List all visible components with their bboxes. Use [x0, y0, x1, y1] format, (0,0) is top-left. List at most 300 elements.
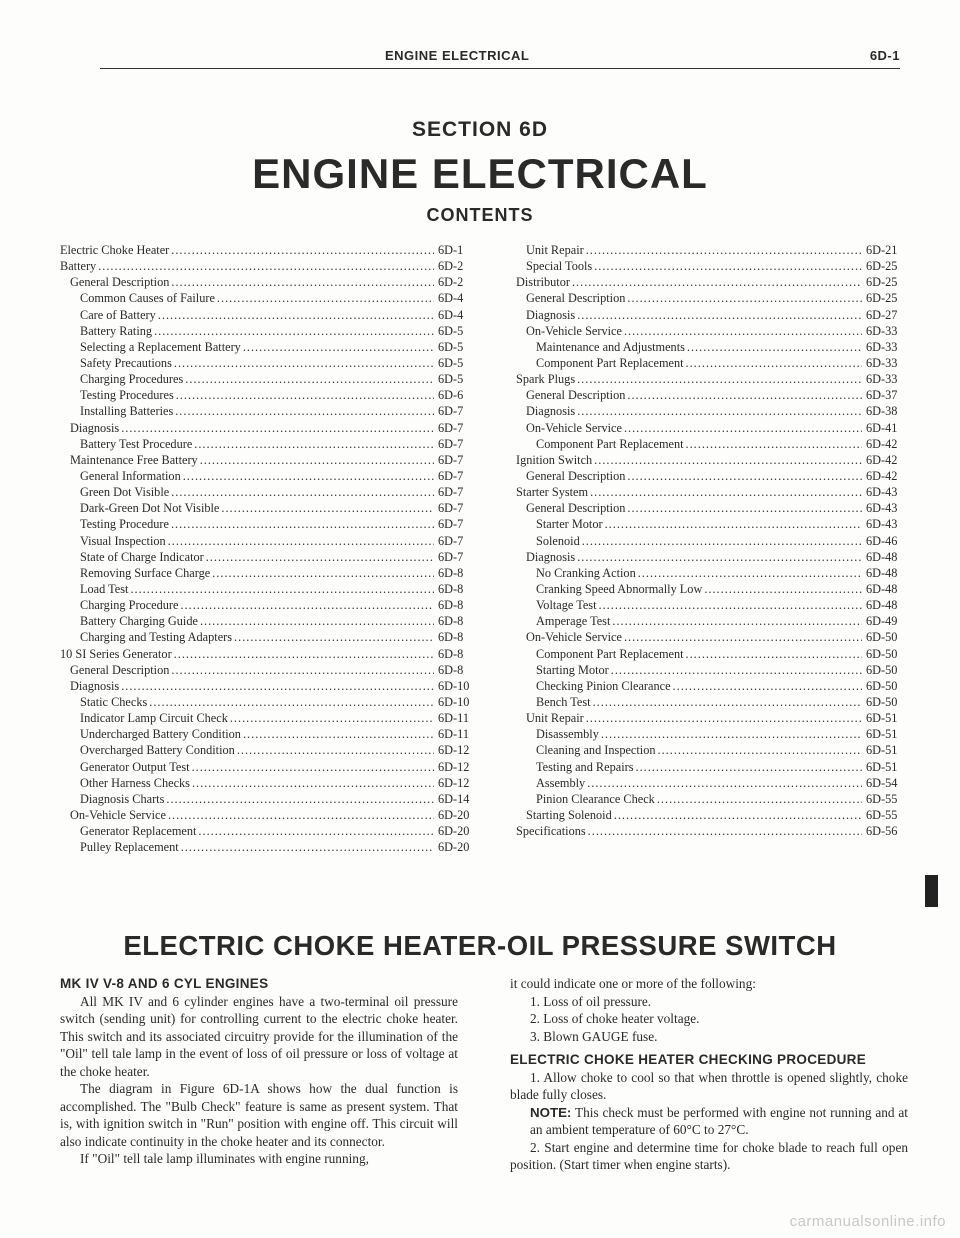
toc-entry-label: Distributor — [516, 275, 570, 290]
main-heading: ELECTRIC CHOKE HEATER-OIL PRESSURE SWITCH — [123, 930, 837, 961]
toc-entry-label: Starting Motor — [536, 662, 609, 677]
toc-entry — [516, 307, 906, 323]
toc-entry-label: Dark-Green Dot Not Visible — [80, 501, 220, 516]
toc-leader-dots — [194, 436, 434, 452]
paragraph: The diagram in Figure 6D-1A shows how the dual function is accomplished. The "Bulb Check" feature is same as present system. That is, with ignition switch in "Run" position with engine off. This circuit will also indicate continuity in the choke heater and its connector. — [60, 1081, 458, 1149]
toc-leader-dots — [686, 436, 862, 452]
toc-entry-label: Battery — [60, 259, 97, 274]
toc-entry-label: Unit Repair — [526, 243, 584, 257]
toc-entry-page: 6D-10 — [438, 694, 470, 709]
toc-leader-dots — [171, 484, 434, 500]
toc-entry — [60, 742, 478, 758]
toc-entry-page: 6D-37 — [866, 388, 898, 403]
toc-leader-dots — [180, 597, 434, 613]
toc-entry-page: 6D-51 — [866, 743, 898, 758]
toc-entry — [516, 710, 906, 726]
toc-entry-label: Diagnosis — [70, 678, 120, 693]
toc-entry-page: 6D-33 — [866, 339, 898, 354]
toc-entry-label: Component Part Replacement — [536, 355, 684, 370]
toc-entry-page: 6D-14 — [438, 791, 470, 806]
toc-entry-page: 6D-12 — [438, 759, 470, 774]
toc-entry-label: Testing and Repairs — [536, 759, 634, 774]
toc-entry-label: Pinion Clearance Check — [536, 791, 655, 806]
toc-entry-page: 6D-7 — [438, 404, 464, 419]
toc-entry-page: 6D-11 — [438, 711, 469, 726]
toc-leader-dots — [200, 613, 434, 629]
toc-leader-dots — [221, 500, 434, 516]
toc-entry-label: Charging Procedure — [80, 598, 179, 613]
toc-entry-page: 6D-49 — [866, 614, 898, 629]
toc-entry-label: Generator Replacement — [80, 824, 197, 839]
toc-entry-label: Diagnosis — [70, 420, 120, 435]
toc-leader-dots — [174, 646, 434, 662]
toc-entry-page: 6D-25 — [866, 259, 898, 274]
section-thumb-tab — [925, 875, 938, 907]
toc-entry-page: 6D-8 — [438, 630, 464, 645]
toc-entry-label: Special Tools — [526, 259, 593, 274]
toc-left-column — [60, 242, 478, 855]
toc-entry-page: 6D-50 — [866, 646, 898, 661]
toc-entry-label: Unit Repair — [526, 711, 584, 726]
toc-entry — [516, 759, 906, 775]
toc-entry-page: 6D-20 — [438, 807, 470, 822]
toc-leader-dots — [605, 516, 862, 532]
toc-entry-label: Indicator Lamp Circuit Check — [80, 711, 228, 726]
toc-leader-dots — [624, 629, 862, 645]
toc-entry — [516, 775, 906, 791]
toc-entry-page: 6D-8 — [438, 565, 464, 580]
toc-entry-label: Charging and Testing Adapters — [80, 630, 233, 645]
toc-leader-dots — [98, 258, 434, 274]
toc-leader-dots — [636, 759, 863, 775]
toc-entry — [60, 242, 478, 258]
toc-entry-page: 6D-4 — [438, 307, 464, 322]
toc-leader-dots — [687, 339, 862, 355]
toc-entry — [516, 533, 906, 549]
toc-entry-label: Starter Motor — [536, 517, 603, 532]
toc-entry-page: 6D-1 — [438, 243, 464, 257]
toc-entry — [60, 597, 478, 613]
toc-entry — [60, 468, 478, 484]
toc-entry-label: On-Vehicle Service — [70, 807, 166, 822]
toc-entry-label: Assembly — [536, 775, 586, 790]
toc-entry-label: General Description — [526, 501, 626, 516]
toc-entry-label: Battery Test Procedure — [80, 436, 193, 451]
toc-entry-page: 6D-8 — [438, 598, 464, 613]
toc-entry-page: 6D-48 — [866, 565, 898, 580]
toc-entry — [60, 662, 478, 678]
toc-entry — [516, 807, 906, 823]
toc-entry — [516, 420, 906, 436]
toc-entry-label: Amperage Test — [536, 614, 611, 629]
toc-leader-dots — [217, 290, 434, 306]
toc-entry-page: 6D-25 — [866, 275, 898, 290]
toc-entry-page: 6D-5 — [438, 339, 464, 354]
section-title: ENGINE ELECTRICAL — [252, 150, 708, 197]
toc-entry — [60, 726, 478, 742]
toc-leader-dots — [657, 791, 862, 807]
toc-leader-dots — [624, 420, 862, 436]
toc-entry — [60, 274, 478, 290]
toc-entry — [516, 403, 906, 419]
toc-leader-dots — [577, 403, 862, 419]
toc-entry — [60, 565, 478, 581]
paragraph: All MK IV and 6 cylinder engines have a two-terminal oil pressure switch (sending unit) for controlling current to the electric choke heater. This switch and its associated circuitry provide for the illumination of the "Oil" tell tale lamp in the event of loss of oil pressure or loss of voltage at the choke heater. — [60, 993, 458, 1079]
toc-leader-dots — [611, 662, 862, 678]
toc-entry-page: 6D-56 — [866, 824, 898, 839]
toc-entry-label: Other Harness Checks — [80, 775, 190, 790]
toc-leader-dots — [185, 371, 434, 387]
toc-entry-label: Load Test — [80, 581, 129, 596]
toc-entry-page: 6D-7 — [438, 549, 464, 564]
toc-entry-page: 6D-6 — [438, 388, 464, 403]
toc-entry — [60, 484, 478, 500]
toc-entry-page: 6D-12 — [438, 743, 470, 758]
toc-leader-dots — [601, 726, 862, 742]
toc-entry-page: 6D-33 — [866, 323, 898, 338]
toc-entry — [60, 694, 478, 710]
procedure-step: 2. Start engine and determine time for choke blade to reach full open position. (Start timer when engine starts). — [510, 1139, 908, 1172]
list-item: 2. Loss of choke heater voltage. — [530, 1011, 700, 1026]
list-item: 3. Blown GAUGE fuse. — [530, 1028, 658, 1044]
note — [510, 1104, 908, 1139]
toc-leader-dots — [121, 420, 434, 436]
toc-entry — [60, 290, 478, 306]
toc-leader-dots — [590, 484, 862, 500]
toc-entry-label: Spark Plugs — [516, 372, 576, 387]
toc-leader-dots — [704, 581, 862, 597]
toc-leader-dots — [171, 516, 434, 532]
toc-leader-dots — [234, 629, 434, 645]
toc-entry — [516, 258, 906, 274]
toc-entry-label: Maintenance and Adjustments — [536, 339, 685, 354]
toc-entry — [60, 791, 478, 807]
toc-entry-page: 6D-7 — [438, 517, 464, 532]
toc-entry-page: 6D-20 — [438, 824, 470, 839]
toc-entry-page: 6D-51 — [866, 711, 898, 726]
toc-leader-dots — [586, 710, 862, 726]
toc-entry-page: 6D-10 — [438, 678, 470, 693]
toc-entry-label: Testing Procedures — [80, 388, 174, 403]
toc-entry-label: State of Charge Indicator — [80, 549, 204, 564]
toc-entry — [516, 549, 906, 565]
toc-entry-label: 10 SI Series Generator — [60, 646, 172, 661]
toc-leader-dots — [168, 533, 434, 549]
toc-entry-label: Installing Batteries — [80, 404, 174, 419]
toc-entry-page: 6D-48 — [866, 598, 898, 613]
toc-leader-dots — [686, 355, 862, 371]
toc-entry-label: Specifications — [516, 824, 586, 839]
toc-leader-dots — [158, 307, 434, 323]
toc-leader-dots — [237, 742, 434, 758]
toc-leader-dots — [171, 662, 434, 678]
toc-entry — [516, 565, 906, 581]
toc-entry — [516, 678, 906, 694]
toc-entry-label: Diagnosis — [526, 404, 576, 419]
toc-entry-label: No Cranking Action — [536, 565, 636, 580]
toc-entry-page: 6D-2 — [438, 259, 464, 274]
header-title: ENGINE ELECTRICAL — [385, 48, 530, 63]
toc-entry-label: Undercharged Battery Condition — [80, 727, 241, 742]
header-page-number: 6D-1 — [869, 48, 900, 63]
toc-entry — [516, 694, 906, 710]
toc-entry — [60, 629, 478, 645]
toc-entry — [516, 290, 906, 306]
toc-entry — [60, 371, 478, 387]
list-item: 1. Loss of oil pressure. — [530, 993, 652, 1009]
toc-entry-label: Static Checks — [80, 694, 148, 709]
toc-entry — [60, 307, 478, 323]
toc-entry — [60, 387, 478, 403]
toc-entry — [516, 436, 906, 452]
toc-entry — [516, 371, 906, 387]
toc-entry-page: 6D-50 — [866, 678, 898, 693]
toc-entry-page: 6D-42 — [866, 452, 898, 467]
toc-entry-label: On-Vehicle Service — [526, 323, 622, 338]
toc-entry-label: Starting Solenoid — [526, 807, 612, 822]
toc-entry-page: 6D-12 — [438, 775, 470, 790]
toc-entry-page: 6D-7 — [438, 452, 464, 467]
toc-entry — [60, 775, 478, 791]
toc-entry-label: Battery Charging Guide — [80, 614, 198, 629]
toc-entry-page: 6D-43 — [866, 501, 898, 516]
toc-entry — [60, 839, 478, 855]
toc-entry-label: Selecting a Replacement Battery — [80, 339, 241, 354]
toc-entry-label: Bench Test — [536, 694, 591, 709]
subheading-checking-procedure: ELECTRIC CHOKE HEATER CHECKING PROCEDURE — [510, 1052, 867, 1067]
toc-leader-dots — [624, 323, 862, 339]
toc-entry-page: 6D-11 — [438, 727, 469, 742]
toc-entry-label: On-Vehicle Service — [526, 630, 622, 645]
toc-leader-dots — [243, 726, 434, 742]
toc-leader-dots — [638, 565, 862, 581]
toc-leader-dots — [212, 565, 434, 581]
toc-leader-dots — [586, 242, 862, 258]
paragraph: If "Oil" tell tale lamp illuminates with engine running, — [80, 1151, 369, 1166]
toc-entry-label: Cleaning and Inspection — [536, 743, 656, 758]
toc-entry — [60, 403, 478, 419]
toc-entry-label: Voltage Test — [536, 598, 597, 613]
toc-entry — [60, 549, 478, 565]
toc-entry-page: 6D-7 — [438, 436, 464, 451]
watermark: carmanualsonline.info — [789, 1213, 946, 1230]
toc-entry-page: 6D-43 — [866, 485, 898, 500]
toc-entry — [516, 742, 906, 758]
toc-entry-page: 6D-50 — [866, 630, 898, 645]
toc-entry — [516, 516, 906, 532]
toc-leader-dots — [171, 274, 434, 290]
toc-entry-label: On-Vehicle Service — [526, 420, 622, 435]
toc-entry-page: 6D-7 — [438, 420, 464, 435]
toc-right-column — [516, 242, 906, 839]
toc-entry-label: Diagnosis — [526, 549, 576, 564]
toc-entry-label: Cranking Speed Abnormally Low — [536, 581, 703, 596]
toc-entry-label: Safety Precautions — [80, 355, 172, 370]
toc-entry-page: 6D-2 — [438, 275, 464, 290]
toc-entry-page: 6D-42 — [866, 468, 898, 483]
toc-entry-label: General Description — [526, 291, 626, 306]
toc-entry-label: Common Causes of Failure — [80, 291, 215, 306]
toc-entry-label: Maintenance Free Battery — [70, 452, 198, 467]
toc-leader-dots — [594, 258, 862, 274]
paragraph: it could indicate one or more of the following: — [510, 976, 756, 991]
toc-entry-label: General Information — [80, 468, 181, 483]
toc-entry-page: 6D-8 — [438, 646, 464, 661]
toc-leader-dots — [587, 775, 862, 791]
toc-entry-label: Component Part Replacement — [536, 646, 684, 661]
toc-entry-label: Overcharged Battery Condition — [80, 743, 235, 758]
toc-entry — [60, 646, 478, 662]
toc-entry-label: Electric Choke Heater — [60, 243, 170, 257]
toc-entry-page: 6D-5 — [438, 323, 464, 338]
toc-entry — [516, 339, 906, 355]
contents-heading: CONTENTS — [426, 205, 534, 225]
toc-entry-label: Diagnosis — [526, 307, 576, 322]
toc-entry — [60, 323, 478, 339]
toc-leader-dots — [230, 710, 434, 726]
toc-entry — [516, 323, 906, 339]
toc-entry-label: Care of Battery — [80, 307, 156, 322]
note-label: NOTE: — [530, 1104, 572, 1120]
right-text-column — [510, 975, 908, 1174]
toc-leader-dots — [168, 807, 434, 823]
toc-entry-page: 6D-50 — [866, 662, 898, 677]
toc-leader-dots — [588, 823, 862, 839]
left-text-column — [60, 975, 458, 1168]
toc-entry-page: 6D-33 — [866, 355, 898, 370]
toc-entry — [60, 759, 478, 775]
toc-entry-page: 6D-50 — [866, 694, 898, 709]
toc-entry — [60, 436, 478, 452]
toc-entry-page: 6D-38 — [866, 404, 898, 419]
toc-entry — [60, 355, 478, 371]
toc-leader-dots — [627, 387, 862, 403]
toc-leader-dots — [174, 355, 434, 371]
toc-entry — [60, 420, 478, 436]
toc-entry-label: Testing Procedure — [80, 517, 169, 532]
toc-entry-page: 6D-46 — [866, 533, 898, 548]
toc-entry — [516, 387, 906, 403]
toc-entry — [516, 581, 906, 597]
toc-entry-label: Green Dot Visible — [80, 485, 170, 500]
toc-entry-label: Component Part Replacement — [536, 436, 684, 451]
toc-entry-page: 6D-25 — [866, 291, 898, 306]
toc-entry-page: 6D-55 — [866, 807, 898, 822]
toc-entry-label: Pulley Replacement — [80, 840, 179, 855]
toc-entry-label: General Description — [70, 275, 170, 290]
toc-leader-dots — [171, 242, 434, 258]
toc-leader-dots — [175, 403, 434, 419]
toc-leader-dots — [658, 742, 862, 758]
toc-entry-page: 6D-5 — [438, 355, 464, 370]
toc-leader-dots — [582, 533, 862, 549]
toc-entry — [60, 258, 478, 274]
toc-entry — [516, 823, 906, 839]
toc-entry-page: 6D-7 — [438, 485, 464, 500]
toc-entry-label: General Description — [70, 662, 170, 677]
toc-entry — [516, 726, 906, 742]
section-label: SECTION 6D — [411, 118, 549, 141]
toc-entry — [516, 484, 906, 500]
toc-entry-label: Visual Inspection — [80, 533, 166, 548]
toc-entry — [60, 678, 478, 694]
toc-leader-dots — [627, 500, 862, 516]
toc-entry-label: Generator Output Test — [80, 759, 190, 774]
toc-entry-label: Disassembly — [536, 727, 599, 742]
toc-leader-dots — [593, 694, 862, 710]
toc-entry — [516, 452, 906, 468]
toc-entry-label: General Description — [526, 388, 626, 403]
toc-entry — [516, 613, 906, 629]
toc-leader-dots — [627, 468, 862, 484]
toc-entry — [516, 629, 906, 645]
toc-leader-dots — [686, 646, 862, 662]
toc-leader-dots — [612, 613, 862, 629]
toc-leader-dots — [183, 468, 434, 484]
toc-entry — [516, 646, 906, 662]
toc-entry-page: 6D-21 — [866, 243, 898, 257]
toc-leader-dots — [673, 678, 862, 694]
toc-leader-dots — [121, 678, 434, 694]
toc-entry-label: Removing Surface Charge — [80, 565, 211, 580]
toc-entry-label: Checking Pinion Clearance — [536, 678, 671, 693]
toc-leader-dots — [192, 775, 434, 791]
toc-entry — [516, 597, 906, 613]
toc-entry — [516, 662, 906, 678]
toc-leader-dots — [149, 694, 434, 710]
toc-leader-dots — [198, 823, 434, 839]
procedure-step: 1. Allow choke to cool so that when throttle is opened slightly, choke blade fully closes. — [510, 1069, 908, 1102]
toc-entry-page: 6D-5 — [438, 372, 464, 387]
toc-leader-dots — [599, 597, 862, 613]
toc-entry-label: Solenoid — [536, 533, 580, 548]
toc-entry — [60, 823, 478, 839]
toc-entry-page: 6D-4 — [438, 291, 464, 306]
toc-entry-label: Ignition Switch — [516, 452, 593, 467]
toc-entry-page: 6D-8 — [438, 662, 464, 677]
toc-entry — [60, 516, 478, 532]
toc-leader-dots — [154, 323, 434, 339]
toc-entry-page: 6D-20 — [438, 840, 470, 855]
toc-entry-page: 6D-7 — [438, 533, 464, 548]
toc-entry — [60, 613, 478, 629]
toc-leader-dots — [130, 581, 434, 597]
toc-entry — [60, 339, 478, 355]
toc-entry-page: 6D-51 — [866, 759, 898, 774]
toc-leader-dots — [577, 307, 862, 323]
toc-entry — [60, 533, 478, 549]
toc-entry-page: 6D-41 — [866, 420, 898, 435]
toc-entry — [516, 791, 906, 807]
toc-leader-dots — [181, 839, 434, 855]
toc-leader-dots — [594, 452, 862, 468]
toc-entry — [60, 452, 478, 468]
subheading-engines: MK IV V-8 AND 6 CYL ENGINES — [60, 976, 269, 991]
toc-entry — [60, 500, 478, 516]
toc-entry-page: 6D-55 — [866, 791, 898, 806]
toc-entry-label: Diagnosis Charts — [80, 791, 165, 806]
toc-leader-dots — [192, 759, 434, 775]
toc-leader-dots — [243, 339, 434, 355]
running-header — [100, 44, 900, 69]
toc-entry-label: Starter System — [516, 485, 589, 500]
toc-entry-label: General Description — [526, 468, 626, 483]
toc-entry — [516, 242, 906, 258]
toc-leader-dots — [200, 452, 434, 468]
toc-entry — [516, 355, 906, 371]
toc-leader-dots — [627, 290, 862, 306]
toc-entry-page: 6D-43 — [866, 517, 898, 532]
